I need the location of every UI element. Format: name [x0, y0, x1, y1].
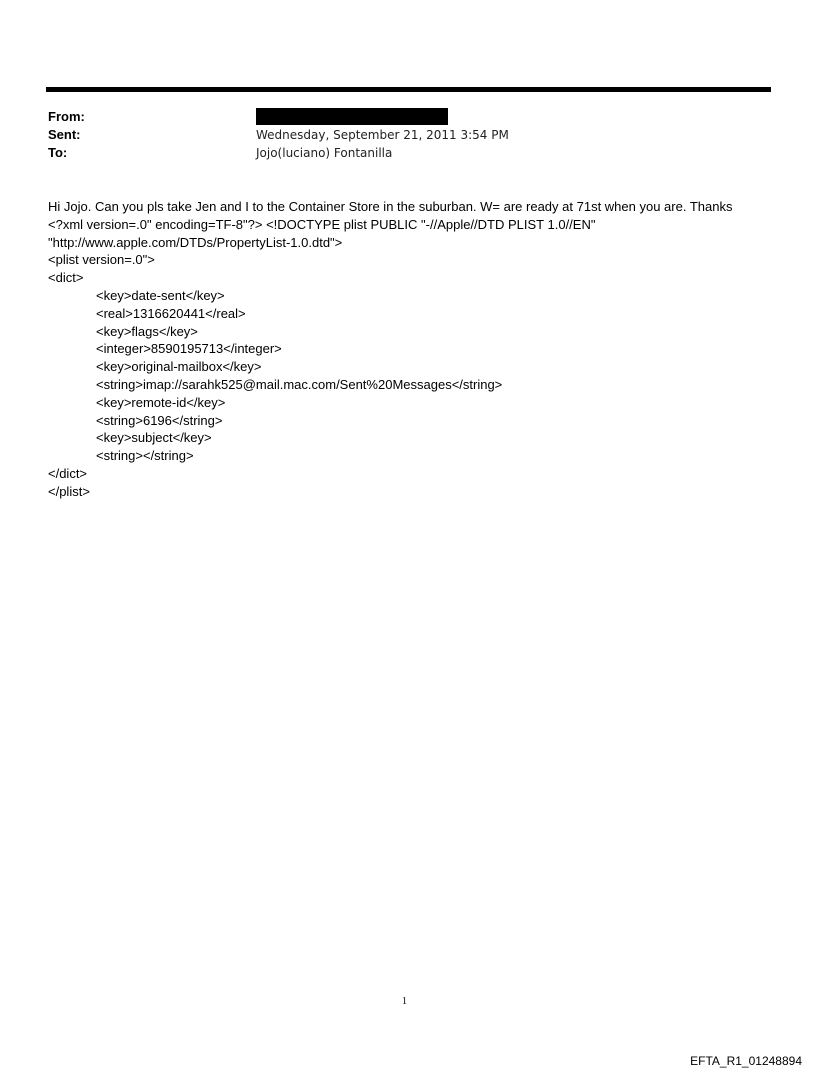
- body-line: </plist>: [48, 483, 90, 499]
- body-line: <key>date-sent</key>: [96, 287, 225, 303]
- body-line: <key>flags</key>: [96, 323, 198, 339]
- email-body: [48, 198, 778, 501]
- body-line: <?xml version=.0" encoding=TF-8"?> <!DOCTYPE plist PUBLIC "-//Apple//DTD PLIST 1.0//EN": [48, 216, 596, 232]
- body-line: <real>1316620441</real>: [96, 305, 246, 321]
- sent-row: [48, 126, 748, 144]
- body-line: <integer>8590195713</integer>: [96, 341, 282, 357]
- redaction-box: [256, 108, 448, 125]
- to-value: Jojo(luciano) Fontanilla: [256, 146, 393, 160]
- header-divider: [46, 87, 771, 92]
- body-line: <key>remote-id</key>: [96, 394, 226, 410]
- body-line: <dict>: [48, 270, 84, 286]
- body-line: Hi Jojo. Can you pls take Jen and I to the Container Store in the suburban. W= are ready at 71st when you are. Thanks: [48, 199, 733, 214]
- body-line: <plist version=.0">: [48, 252, 155, 268]
- body-line: <key>subject</key>: [96, 430, 212, 446]
- to-label: To:: [48, 145, 68, 160]
- to-row: [48, 144, 748, 162]
- sent-value: Wednesday, September 21, 2011 3:54 PM: [256, 128, 509, 142]
- bates-number: EFTA_R1_01248894: [690, 1054, 802, 1068]
- from-label: From:: [48, 109, 85, 124]
- page-number: 1: [402, 996, 407, 1007]
- body-line: <string>imap://sarahk525@mail.mac.com/Sent%20Messages</string>: [96, 376, 503, 392]
- sent-label: Sent:: [48, 127, 81, 142]
- body-line: <string>6196</string>: [96, 412, 223, 428]
- body-line: <key>original-mailbox</key>: [96, 359, 262, 375]
- body-line: <string></string>: [96, 448, 194, 464]
- body-line: "http://www.apple.com/DTDs/PropertyList-1.0.dtd">: [48, 234, 343, 250]
- from-row: [48, 108, 748, 126]
- body-line: </dict>: [48, 465, 88, 481]
